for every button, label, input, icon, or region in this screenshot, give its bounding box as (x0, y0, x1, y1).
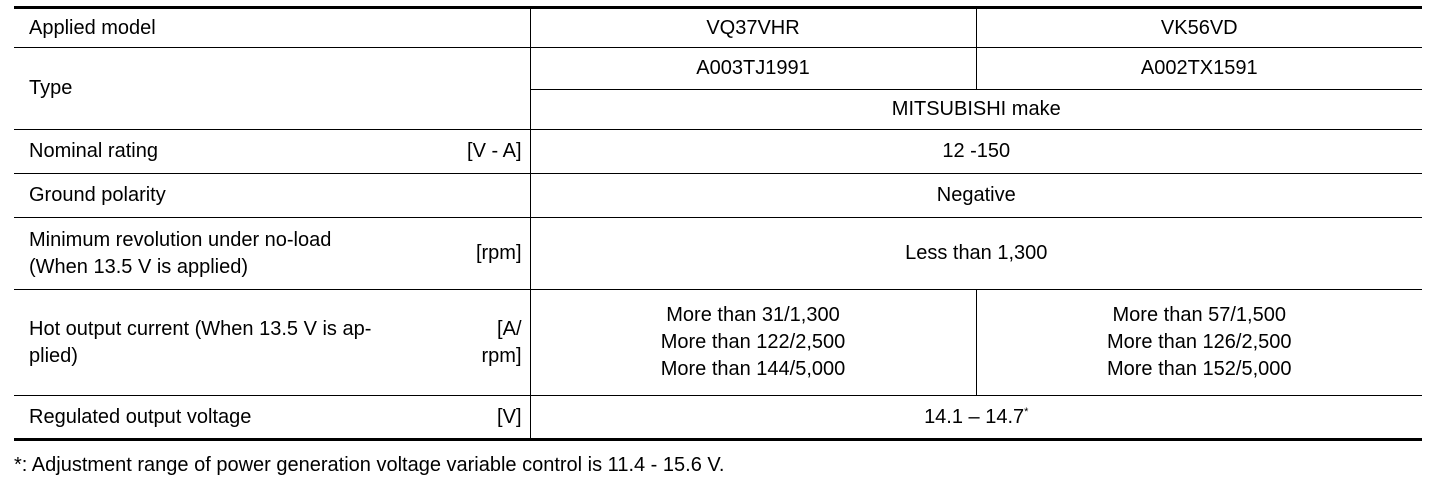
model-vk56vd: VK56VD (976, 8, 1422, 48)
type-vq37vhr: A003TJ1991 (530, 48, 976, 90)
type-make: MITSUBISHI make (530, 90, 1422, 130)
ground-polarity-label: Ground polarity (14, 174, 530, 218)
type-label: Type (14, 48, 530, 130)
row-nominal-rating (14, 130, 1422, 174)
row-type-part-number (14, 48, 1422, 90)
min-revolution-label-line2: (When 13.5 V is applied) (29, 255, 249, 278)
row-min-revolution (14, 218, 1422, 290)
applied-model-label: Applied model (14, 8, 530, 48)
ground-polarity-value: Negative (530, 174, 1422, 218)
hot-output-vk56vd-1500: More than 57/1,500 (1112, 304, 1286, 326)
min-revolution-label-line1: Minimum revolution under no-load (29, 228, 332, 251)
regulated-voltage-unit: [V] (497, 405, 522, 428)
min-revolution-value: Less than 1,300 (530, 218, 1422, 290)
row-ground-polarity (14, 174, 1422, 218)
hot-output-label-line1: Hot output current (When 13.5 V is ap- (29, 317, 372, 340)
nominal-rating-label: Nominal rating (29, 140, 158, 162)
min-revolution-unit: [rpm] (475, 242, 522, 264)
footnote-mark: * (1024, 405, 1029, 418)
hot-output-vq37vhr-2500: More than 122/2,500 (660, 331, 846, 353)
row-regulated-voltage (14, 396, 1422, 440)
regulated-voltage-value-cell (530, 396, 1422, 440)
regulated-voltage-label-cell (14, 396, 530, 440)
hot-output-vq37vhr-5000: More than 144/5,000 (660, 358, 846, 380)
hot-output-vq37vhr (530, 290, 976, 396)
hot-output-label-cell (14, 290, 530, 396)
hot-output-vk56vd-5000: More than 152/5,000 (1106, 358, 1292, 380)
nominal-rating-label-cell (14, 130, 530, 174)
hot-output-unit-line1: [A/ (497, 317, 522, 340)
alternator-spec-table (14, 6, 1422, 441)
model-vq37vhr: VQ37VHR (530, 8, 976, 48)
type-vk56vd: A002TX1591 (976, 48, 1422, 90)
nominal-rating-unit: [V - A] (467, 140, 522, 162)
hot-output-vk56vd-2500: More than 126/2,500 (1106, 331, 1292, 353)
row-applied-model (14, 8, 1422, 48)
hot-output-label-line2: plied) (29, 344, 78, 367)
regulated-voltage-label: Regulated output voltage (29, 405, 252, 428)
min-revolution-label-cell (14, 218, 530, 290)
regulated-voltage-value: 14.1 – 14.7 (924, 405, 1025, 428)
hot-output-vk56vd (976, 290, 1422, 396)
nominal-rating-value: 12 -150 (530, 130, 1422, 174)
row-hot-output-current (14, 290, 1422, 396)
footnote-text: *: Adjustment range of power generation voltage variable control is 11.4 - 15.6 V. (14, 454, 725, 476)
hot-output-vq37vhr-1300: More than 31/1,300 (666, 304, 840, 326)
hot-output-unit-line2: rpm] (481, 344, 522, 367)
